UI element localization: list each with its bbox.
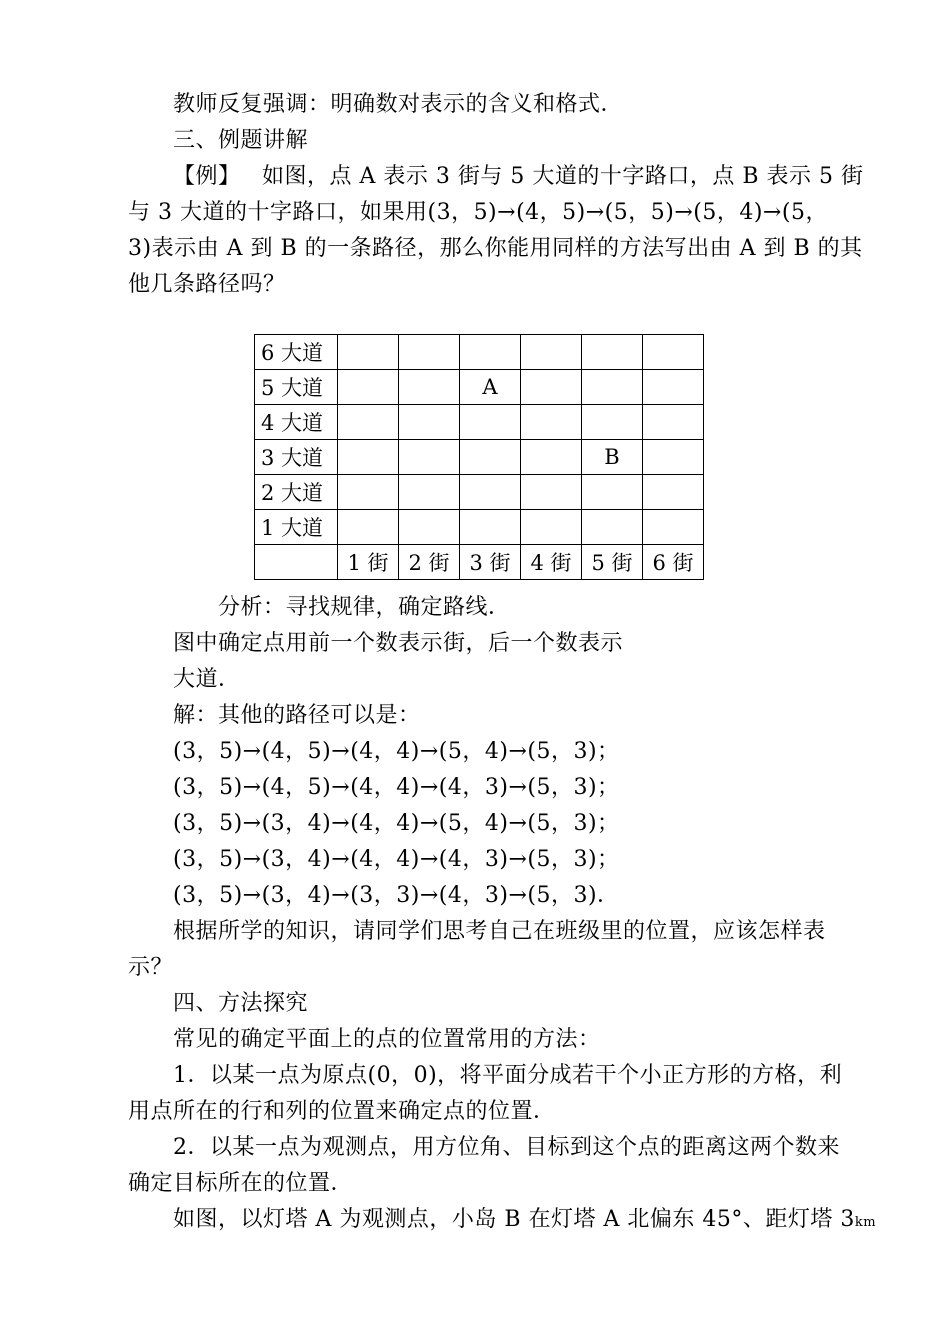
grid-point-a: A: [460, 370, 521, 405]
grid-cell: [643, 370, 704, 405]
grid-cell: [399, 370, 460, 405]
street-label: 6 街: [643, 545, 704, 580]
path-line: (3，5)→(4，5)→(4，4)→(5，4)→(5，3)；: [173, 739, 620, 764]
avenue-label: 6 大道: [255, 335, 338, 370]
street-label: 1 街: [338, 545, 399, 580]
grid-row: [255, 440, 704, 475]
grid-cell: [582, 370, 643, 405]
street-label: 5 街: [582, 545, 643, 580]
example-text-line1: 如图，点 A 表示 3 街与 5 大道的十字路口，点 B 表示 5 街: [262, 164, 864, 189]
grid-cell: [521, 510, 582, 545]
avenue-label: 4 大道: [255, 405, 338, 440]
path-line: (3，5)→(3，4)→(3，3)→(4，3)→(5，3)．: [173, 883, 620, 908]
street-label: 3 街: [460, 545, 521, 580]
question-line1: 根据所学的知识，请同学们思考自己在班级里的位置，应该怎样表: [173, 919, 826, 944]
grid-cell: [582, 510, 643, 545]
street-label: 2 街: [399, 545, 460, 580]
grid-row: [255, 510, 704, 545]
grid-cell: [521, 475, 582, 510]
method2-line2: 确定目标所在的位置．: [128, 1171, 354, 1196]
grid-cell: [521, 335, 582, 370]
grid-cell: [338, 510, 399, 545]
path-line: (3，5)→(4，5)→(4，4)→(4，3)→(5，3)；: [173, 775, 620, 800]
grid-cell: [399, 440, 460, 475]
method2-line1: 2．以某一点为观测点，用方位角、目标到这个点的距离这两个数来: [173, 1135, 840, 1160]
street-label: 4 街: [521, 545, 582, 580]
grid-cell: [399, 405, 460, 440]
distance-unit: km: [854, 1215, 877, 1230]
section4-intro: 常见的确定平面上的点的位置常用的方法：: [173, 1027, 601, 1052]
grid-point-b: B: [582, 440, 643, 475]
section3-title: 三、例题讲解: [173, 128, 309, 153]
grid-cell: [643, 335, 704, 370]
method1-line2: 用点所在的行和列的位置来确定点的位置．: [128, 1099, 556, 1124]
avenue-label: 1 大道: [255, 510, 338, 545]
grid-corner-cell: [255, 545, 338, 580]
grid-cell: [582, 405, 643, 440]
section4-title: 四、方法探究: [173, 991, 309, 1016]
grid-cell: [338, 475, 399, 510]
grid-cell: [460, 405, 521, 440]
grid-row: [255, 475, 704, 510]
example-text-line3: 3)表示由 A 到 B 的一条路径，那么你能用同样的方法写出由 A 到 B 的其: [128, 236, 863, 261]
grid-cell: [460, 510, 521, 545]
analysis-line: 分析：寻找规律，确定路线．: [218, 595, 511, 620]
grid-cell: [338, 440, 399, 475]
grid-cell: [460, 440, 521, 475]
grid-cell: [399, 335, 460, 370]
lighthouse-example-text: 如图，以灯塔 A 为观测点，小岛 B 在灯塔 A 北偏东 45°、距灯塔 3: [173, 1207, 855, 1232]
avenue-label: 3 大道: [255, 440, 338, 475]
example-text-line4: 他几条路径吗？: [128, 272, 286, 297]
grid-cell: [643, 510, 704, 545]
method1-line1: 1．以某一点为原点(0，0)，将平面分成若干个小正方形的方格，利: [173, 1063, 843, 1088]
example-label: 【例】: [173, 164, 241, 189]
grid-cell: [582, 475, 643, 510]
grid-cell: [582, 335, 643, 370]
note-line2: 大道．: [173, 667, 241, 692]
grid-cell: [399, 510, 460, 545]
path-line: (3，5)→(3，4)→(4，4)→(5，4)→(5，3)；: [173, 811, 620, 836]
grid-cell: [338, 370, 399, 405]
street-label-row: [255, 545, 704, 580]
street-avenue-grid: [254, 334, 704, 580]
grid-cell: [399, 475, 460, 510]
grid-cell: [521, 440, 582, 475]
grid-row: [255, 335, 704, 370]
lighthouse-example: [173, 1205, 876, 1238]
grid-row: [255, 370, 704, 405]
grid-cell: [643, 405, 704, 440]
grid-cell: [460, 475, 521, 510]
grid-cell: [521, 370, 582, 405]
avenue-label: 2 大道: [255, 475, 338, 510]
solution-intro: 解：其他的路径可以是：: [173, 703, 421, 728]
grid-cell: [643, 475, 704, 510]
teacher-note: 教师反复强调：明确数对表示的含义和格式．: [173, 92, 624, 117]
grid-cell: [521, 405, 582, 440]
grid-cell: [460, 335, 521, 370]
avenue-label: 5 大道: [255, 370, 338, 405]
grid-cell: [643, 440, 704, 475]
example-text-line2: 与 3 大道的十字路口，如果用(3，5)→(4，5)→(5，5)→(5，4)→(5，: [128, 200, 828, 225]
grid-cell: [338, 335, 399, 370]
grid-row: [255, 405, 704, 440]
question-line2: 示？: [128, 955, 174, 980]
note-line1: 图中确定点用前一个数表示街，后一个数表示: [173, 631, 624, 656]
path-line: (3，5)→(3，4)→(4，4)→(4，3)→(5，3)；: [173, 847, 620, 872]
grid-cell: [338, 405, 399, 440]
